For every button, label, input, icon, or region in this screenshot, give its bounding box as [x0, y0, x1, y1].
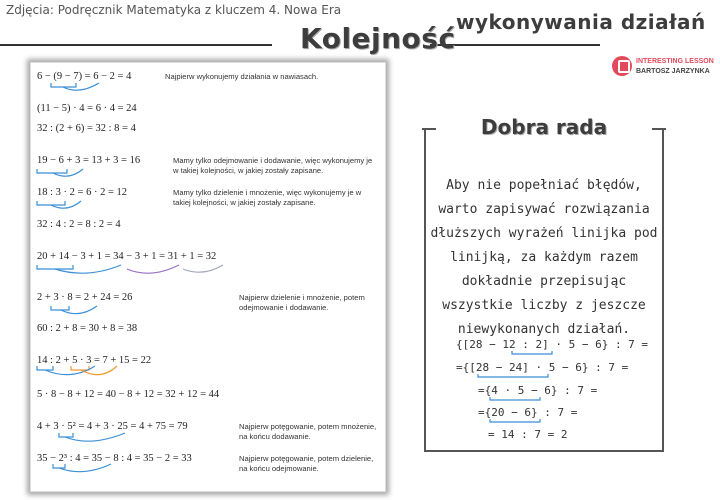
textbook-page — [30, 62, 386, 492]
example-step: ={[28 − 24] · 5 − 6} : 7 = — [456, 361, 629, 374]
tip-line: wszystkie liczby z jeszcze — [442, 298, 646, 313]
equation: 2 + 3 · 8 = 2 + 24 = 26 — [37, 292, 133, 303]
equation: 35 − 2³ : 4 = 35 − 8 : 4 = 35 − 2 = 33 — [37, 453, 192, 464]
tip-text — [426, 174, 662, 342]
explanation-note: Najpierw potęgowanie, potem mnożenie, na końcu dodawanie. — [239, 422, 377, 441]
tip-line: dłuższych wyrażeń linijka pod — [430, 226, 658, 241]
logo-line-1: INTERESTING LESSON — [636, 58, 714, 65]
tip-panel-corner-right — [652, 128, 666, 130]
arc — [37, 366, 53, 370]
arc — [65, 433, 125, 441]
equation: 6 − (9 − 7) = 6 − 2 = 4 — [37, 71, 132, 82]
tip-line: dokładnie przepisując — [461, 274, 627, 289]
equation: 4 + 3 · 5² = 4 + 3 · 25 = 4 + 75 = 79 — [37, 421, 188, 432]
example-step: {[28 − 12 : 2] · 5 − 6} : 7 = — [456, 338, 649, 351]
equation: 14 : 2 + 5 · 3 = 7 + 15 = 22 — [37, 355, 152, 366]
explanation-note: Najpierw potęgowanie, potem dzielenie, na końcu odejmowanie. — [239, 454, 374, 473]
header-divider-left — [0, 44, 272, 46]
equation: 60 : 2 + 8 = 30 + 8 = 38 — [37, 323, 138, 334]
lesson-title-main: Kolejność — [300, 22, 456, 55]
equation: 5 · 8 − 8 + 12 = 40 − 8 + 12 = 32 + 12 = 44 — [37, 389, 220, 400]
brand-logo — [612, 54, 716, 80]
equation: 19 − 6 + 3 = 13 + 3 = 16 — [37, 155, 141, 166]
example-step: ={4 · 5 − 6} : 7 = — [478, 384, 598, 397]
arc — [71, 366, 89, 370]
arc — [51, 306, 69, 310]
arc — [59, 433, 73, 437]
explanation-note: Najpierw wykonujemy działania w nawiasach. — [165, 72, 319, 81]
tip-line: niewykonanych działań. — [457, 322, 631, 337]
equation: 18 : 3 · 2 = 6 · 2 = 12 — [37, 187, 128, 198]
lesson-title-sub: wykonywania działań — [456, 10, 706, 34]
photo-caption: Zdjęcia: Podręcznik Matematyka z kluczem 4. Nowa Era — [6, 3, 342, 17]
tip-line: Aby nie popełniać błędów, — [446, 178, 642, 193]
explanation-note: Mamy tylko odejmowanie i dodawanie, więc wykonujemy je w takiej kolejności, w jakiej zostały zapisane. — [173, 156, 373, 175]
arc — [183, 265, 223, 272]
logo-line-2: BARTOSZ JARZYNKA — [636, 68, 710, 75]
example-step: = 14 : 7 = 2 — [488, 428, 568, 441]
tip-line: warto zapisywać rozwiązania — [438, 202, 650, 217]
arc — [37, 201, 65, 205]
tip-line: linijką, za każdym razem — [450, 250, 638, 265]
arc — [37, 169, 67, 173]
arc — [59, 464, 111, 472]
equation: 32 : 4 : 2 = 8 : 2 = 4 — [37, 219, 121, 230]
arc — [53, 464, 65, 468]
equation: 32 : (2 + 6) = 32 : 8 = 4 — [37, 123, 136, 134]
logo-icon — [612, 56, 632, 76]
equation: (11 − 5) · 4 = 6 · 4 = 24 — [37, 103, 137, 114]
arc — [127, 265, 179, 273]
explanation-note: Najpierw dzielenie i mnożenie, potem odejmowanie i dodawanie. — [239, 293, 365, 312]
example-step: ={20 − 6} : 7 = — [478, 406, 578, 419]
arc — [51, 83, 76, 87]
tip-panel-corner-left — [422, 128, 436, 130]
tip-title: Dobra rada — [480, 115, 608, 139]
equation: 20 + 14 − 3 + 1 = 34 − 3 + 1 = 31 + 1 = 32 — [37, 251, 217, 262]
explanation-note: Mamy tylko dzielenie i mnożenie, więc wykonujemy je w takiej kolejności, w jakiej zostały zapisane. — [173, 188, 362, 207]
arc — [37, 265, 73, 269]
